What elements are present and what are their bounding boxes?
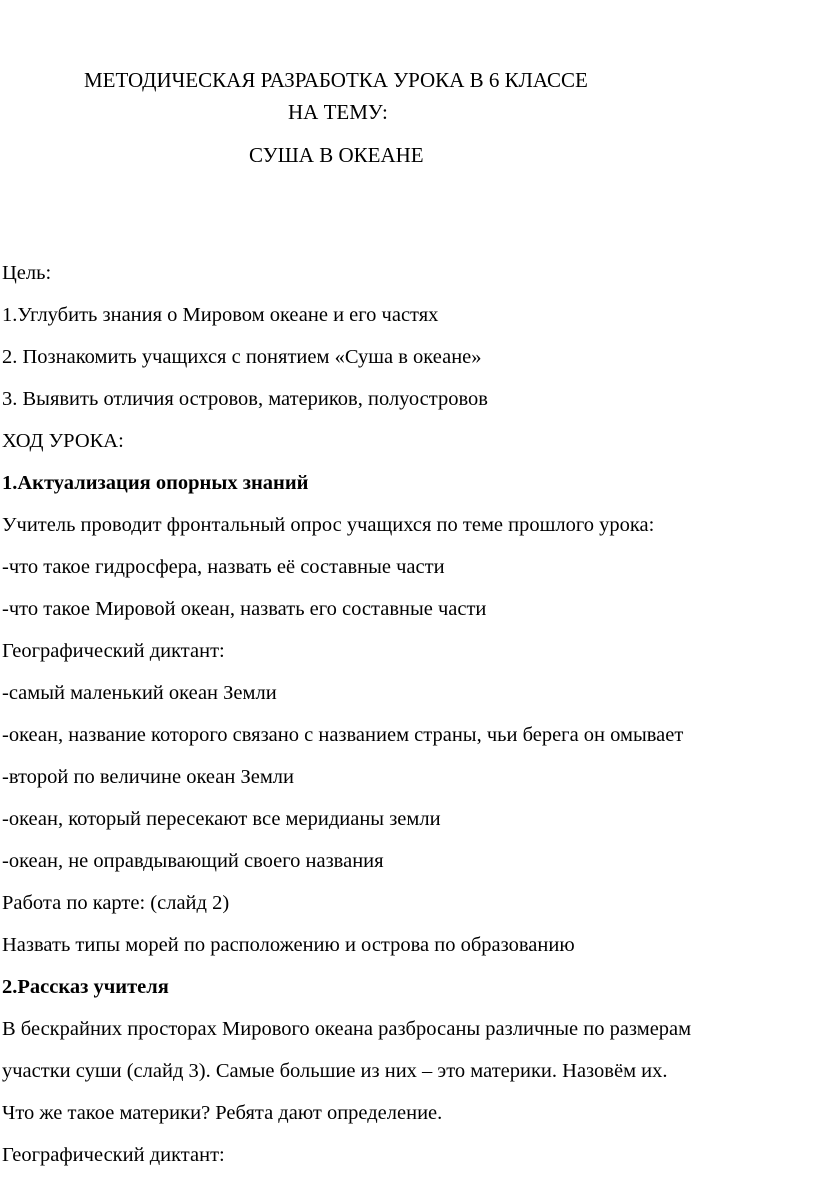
document-title-topic-label: НА ТЕМУ: xyxy=(288,100,388,124)
section-heading-2: 2.Рассказ учителя xyxy=(2,976,169,998)
question-item: -что такое Мировой океан, назвать его составные части xyxy=(2,598,487,620)
document-title: МЕТОДИЧЕСКАЯ РАЗРАБОТКА УРОКА В 6 КЛАССЕ xyxy=(84,68,588,92)
document-body xyxy=(2,252,816,1176)
dictation-item: -океан, не оправдывающий своего названия xyxy=(2,850,384,872)
dictation-item: -самый маленький океан Земли xyxy=(2,682,277,704)
goal-item-1: 1.Углубить знания о Мировом океане и его частях xyxy=(2,304,439,326)
dictation-item: -океан, название которого связано с названием страны, чьи берега он омывает xyxy=(2,724,684,746)
paragraph-line: Учитель проводит фронтальный опрос учащихся по теме прошлого урока: xyxy=(2,514,655,536)
goal-item-3: 3. Выявить отличия островов, материков, полуостровов xyxy=(2,388,488,410)
paragraph-line: Что же такое материки? Ребята дают определение. xyxy=(2,1102,443,1124)
section-heading-1: 1.Актуализация опорных знаний xyxy=(2,472,309,494)
goal-heading: Цель: xyxy=(2,262,52,284)
dictation-item: -второй по величине океан Земли xyxy=(2,766,294,788)
document-topic: СУША В ОКЕАНЕ xyxy=(249,143,424,167)
dictation-heading: Географический диктант: xyxy=(2,1144,225,1166)
lesson-progress-heading: ХОД УРОКА: xyxy=(2,430,124,452)
dictation-heading: Географический диктант: xyxy=(2,640,225,662)
question-item: -что такое гидросфера, назвать её составные части xyxy=(2,556,445,578)
map-work-line: Работа по карте: (слайд 2) xyxy=(2,892,230,914)
paragraph-line: В бескрайних просторах Мирового океана разбросаны различные по размерам xyxy=(2,1018,692,1040)
dictation-item: -океан, который пересекают все меридианы земли xyxy=(2,808,441,830)
map-work-task: Назвать типы морей по расположению и острова по образованию xyxy=(2,934,575,956)
paragraph-line: участки суши (слайд 3). Самые большие из них – это материки. Назовём их. xyxy=(2,1060,668,1082)
goal-item-2: 2. Познакомить учащихся с понятием «Суша в океане» xyxy=(2,346,482,368)
